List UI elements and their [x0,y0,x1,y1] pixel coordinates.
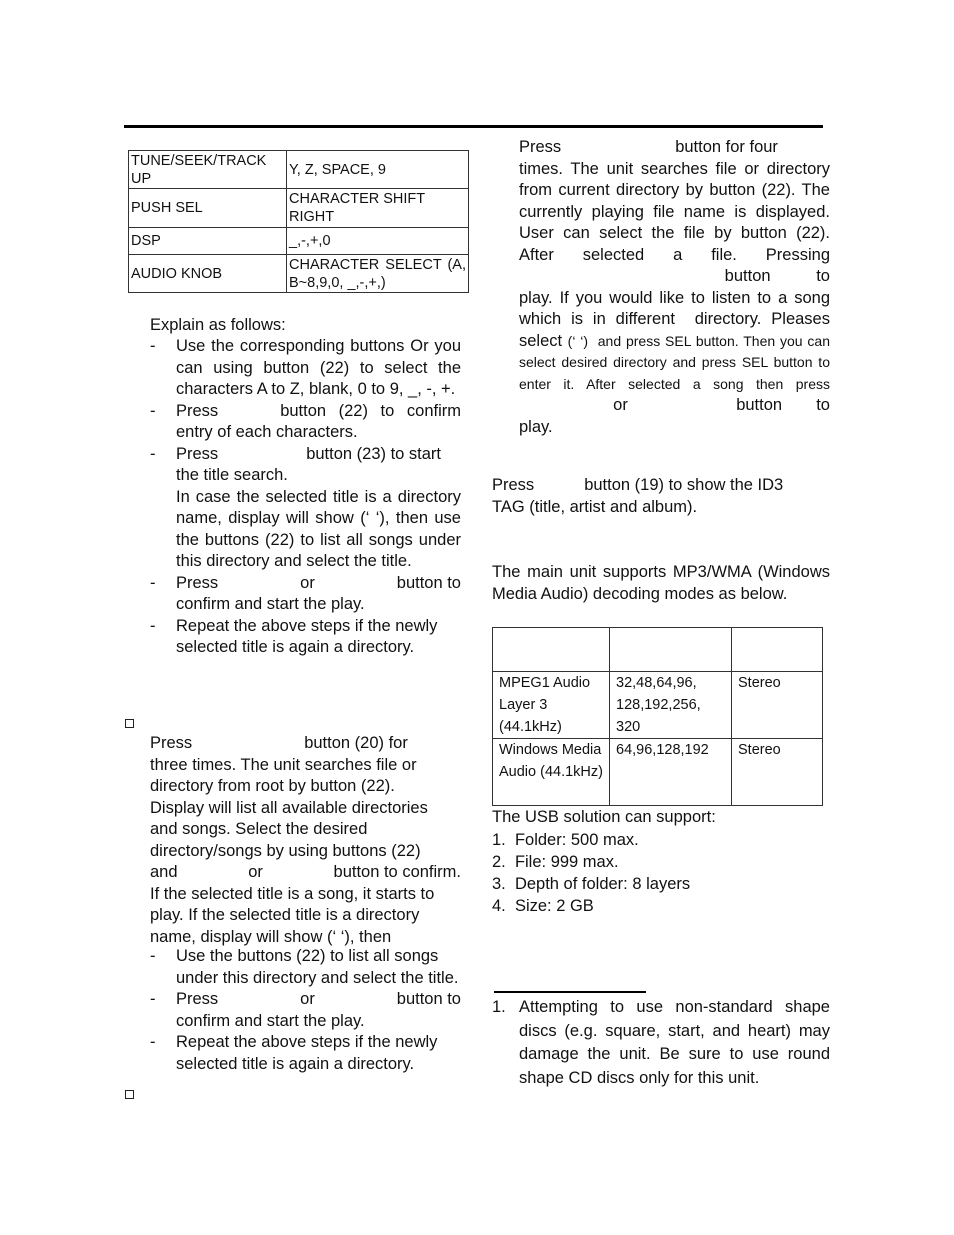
usb-list [492,829,812,917]
list-item: 3. Depth of folder: 8 layers [492,875,691,893]
list-item: - Use the corresponding buttons Or you can using button (22) to select the characters A to Z, blank, 0 to 9, _, -, +. [150,336,461,401]
list-item-text: Press [176,573,219,592]
table-cell: Windows Media Audio (44.1kHz) [493,739,610,806]
explain-list [150,336,461,659]
list-item: - Use the buttons (22) to list all songs under this directory and select the title. [150,946,461,989]
explain-heading: Explain as follows: [150,316,286,334]
list-item-text: Press [176,444,219,463]
table-cell: TUNE/SEEK/TRACK UP [129,151,287,189]
table-cell [493,628,610,672]
list-item: 2. File: 999 max. [492,853,619,871]
list-item-text: In case the selected title is a directory name, display will show (‘ ‘), then use the buttons (22) to list all songs under this directory and select the title. [176,487,461,570]
paragraph-text: or [248,863,263,881]
list-item: - Press or button to confirm and start the play. [150,990,461,1030]
table-cell: AUDIO KNOB [129,255,287,293]
table-cell: CHARACTER SELECT (A, B~8,9,0, _,-,+,) [287,255,469,293]
list-item: - Repeat the above steps if the newly selected title is again a directory. [150,616,461,659]
paragraph-text: TAG (title, artist and album). [492,497,698,516]
usb-intro: The USB solution can support: [492,808,716,826]
paragraph-text: Press [150,734,193,752]
table-row [129,151,469,189]
list-item-text: or [300,573,315,592]
root-steps-list [150,946,461,1075]
table-cell [732,628,823,672]
list-item-text: Repeat the above steps if the newly selected title is again a directory. [176,1033,438,1073]
list-item: 4. Size: 2 GB [492,897,594,915]
table-row [129,189,469,228]
table-cell: _,-,+,0 [287,228,469,255]
paragraph-text: button (19) to show the ID3 [584,476,784,494]
list-item: - Press or button to confirm and start the play. [150,573,461,613]
checkbox-square-icon [125,719,134,728]
table-cell: CHARACTER SHIFT RIGHT [287,189,469,228]
paragraph-text: Press [492,476,535,494]
list-item: 1. Attempting to use non-standard shape discs (e.g. square, start, and heart) may damage the unit. Be sure to use round shape CD discs only for this unit. [492,996,830,1090]
list-item: - Repeat the above steps if the newly selected title is again a directory. [150,1032,461,1075]
list-item-text: Use the buttons (22) to list all songs under this directory and select the title. [176,947,459,987]
decode-table [492,627,823,806]
list-item: - Press button (23) to start the title search. In case the selected title is a directory name, display will show (‘ ‘), then use the buttons (22) to list all songs under this directory and select the title. [150,444,461,573]
header-rule [124,125,823,128]
table-row [493,672,823,739]
table-row [493,739,823,806]
table-cell [610,628,732,672]
list-item-text: or [300,990,315,1008]
table-cell: Y, Z, SPACE, 9 [287,151,469,189]
table-cell: Stereo [732,672,823,739]
table-row [129,228,469,255]
list-item: - Press button (22) to confirm entry of each characters. [150,401,461,441]
list-item-text: Use the corresponding buttons Or you can using button (22) to select the characters A to Z, blank, 0 to 9, _, -, +. [176,337,461,398]
paragraph-text: button for four [675,138,778,156]
table-cell: PUSH SEL [129,189,287,228]
list-item-text: Attempting to use non-standard shape discs (e.g. square, start, and heart) may damage the unit. Be sure to use round shape CD discs only for this unit. [519,998,830,1087]
paragraph-text: and [150,863,178,881]
paragraph-text: times. The unit searches file or directory from current directory by button (22). The currently playing file name is displayed. User can select the file by button (22). After selected a file. Pressing [519,159,830,264]
table-cell: DSP [129,228,287,255]
checkbox-square-icon [125,1090,134,1099]
character-table [128,150,469,293]
notes-list [492,996,830,1090]
table-row [493,628,823,672]
section-root-search: Press button (20) for three times. The unit searches file or directory from root by button (22). Display will list all available directories and songs. Select the desired directory/songs by using buttons (22) and or button to confirm. If the selected title is a song, it starts to play. If the selected title is a directory name, display will show (‘ ‘), then [150,734,461,946]
list-item-text: button (22) to confirm entry of each characters. [176,401,461,441]
section-id3 [492,475,832,518]
paragraph-text: or [613,396,628,414]
table-row [129,255,469,293]
table-cell: 32,48,64,96, 128,192,256, 320 [610,672,732,739]
table-cell: 64,96,128,192 [610,739,732,806]
section-underline [494,991,646,993]
list-item-text: Press [176,990,219,1008]
table-cell: Stereo [732,739,823,806]
paragraph-text: Press [519,138,562,156]
list-item-text: button (23) to start the title search. [176,444,442,484]
section-current-dir: Press button for four times. The unit searches file or directory from current directory by button (22). The currently playing file name is displayed. User can select the file by button (22). After selected a file. Pressing button to play. If you would like to listen to a song which is in different directory. Pleases select (‘ ‘) and press SEL button. Then you can select desired directory and press SEL button to enter it. After selected a song then press or button to play. [519,138,830,436]
table-cell: MPEG1 Audio Layer 3 (44.1kHz) [493,672,610,739]
list-item-text: Repeat the above steps if the newly selected title is again a directory. [176,616,438,656]
decode-intro: The main unit supports MP3/WMA (Windows Media Audio) decoding modes as below. [492,563,830,603]
list-item: 1. Folder: 500 max. [492,831,639,849]
list-item-text: Press [176,401,219,420]
